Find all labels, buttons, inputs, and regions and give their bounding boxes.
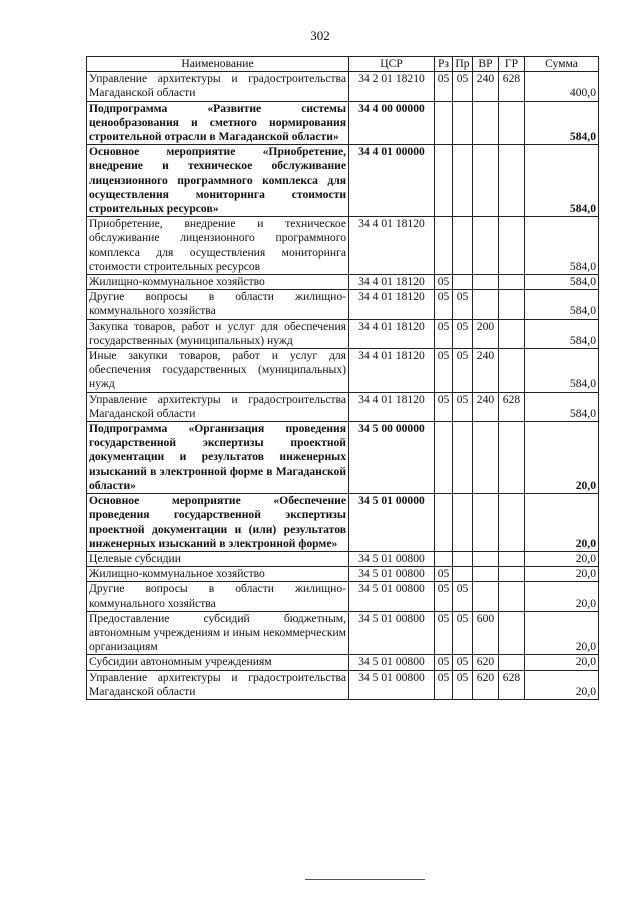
cell-vr: 200 [473, 319, 499, 348]
cell-sum: 20,0 [525, 670, 599, 699]
cell-rz [435, 101, 453, 145]
cell-vr: 600 [473, 611, 499, 655]
cell-vr [473, 101, 499, 145]
cell-sum: 584,0 [525, 392, 599, 421]
cell-sum: 20,0 [525, 611, 599, 655]
cell-pr [453, 494, 473, 552]
cell-sum: 584,0 [525, 145, 599, 217]
cell-csr: 34 5 00 00000 [349, 422, 435, 494]
cell-name: Другие вопросы в области жилищно-коммунального хозяйства [87, 582, 349, 611]
cell-vr [473, 290, 499, 319]
cell-name: Целевые субсидии [87, 551, 349, 566]
cell-pr: 05 [453, 611, 473, 655]
cell-csr: 34 4 01 18120 [349, 275, 435, 290]
cell-rz [435, 494, 453, 552]
cell-gr [499, 101, 525, 145]
cell-rz: 05 [435, 655, 453, 670]
table-row [87, 319, 599, 348]
cell-sum: 20,0 [525, 494, 599, 552]
cell-rz: 05 [435, 567, 453, 582]
cell-rz [435, 551, 453, 566]
cell-name: Предоставление субсидий бюджетным, автономным учреждениям и иным некоммерческим организациям [87, 611, 349, 655]
cell-csr: 34 5 01 00800 [349, 567, 435, 582]
cell-pr [453, 551, 473, 566]
table-row [87, 567, 599, 582]
cell-gr [499, 275, 525, 290]
cell-name: Закупка товаров, работ и услуг для обеспечения государственных (муниципальных) нужд [87, 319, 349, 348]
cell-rz [435, 217, 453, 275]
cell-csr: 34 5 01 00800 [349, 655, 435, 670]
cell-pr: 05 [453, 349, 473, 393]
table-row [87, 72, 599, 101]
header-csr: ЦСР [349, 57, 435, 72]
cell-name: Основное мероприятие «Приобретение, внедрение и техническое обслуживание лицензионного программного комплекса для осуществления мониторинга стоимости строительных ресурсов» [87, 145, 349, 217]
cell-name: Иные закупки товаров, работ и услуг для обеспечения государственных (муниципальных) нужд [87, 349, 349, 393]
cell-name: Жилищно-коммунальное хозяйство [87, 567, 349, 582]
cell-pr [453, 567, 473, 582]
cell-pr: 05 [453, 670, 473, 699]
cell-rz: 05 [435, 392, 453, 421]
cell-sum: 400,0 [525, 72, 599, 101]
cell-csr: 34 2 01 18210 [349, 72, 435, 101]
cell-name: Подпрограмма «Развитие системы ценообразования и сметного нормирования строительной отрасли в Магаданской области» [87, 101, 349, 145]
cell-gr [499, 611, 525, 655]
cell-gr: 628 [499, 72, 525, 101]
cell-gr [499, 319, 525, 348]
cell-sum: 20,0 [525, 582, 599, 611]
cell-vr: 240 [473, 392, 499, 421]
cell-sum: 20,0 [525, 551, 599, 566]
cell-csr: 34 5 01 00000 [349, 494, 435, 552]
cell-vr: 240 [473, 349, 499, 393]
header-pr: Пр [453, 57, 473, 72]
cell-pr [453, 275, 473, 290]
cell-sum: 584,0 [525, 217, 599, 275]
page-number: 302 [310, 28, 330, 43]
cell-sum: 584,0 [525, 275, 599, 290]
table-row [87, 290, 599, 319]
table-row [87, 275, 599, 290]
table-row [87, 611, 599, 655]
cell-sum: 584,0 [525, 101, 599, 145]
cell-csr: 34 5 01 00800 [349, 582, 435, 611]
cell-name: Субсидии автономным учреждениям [87, 655, 349, 670]
cell-pr: 05 [453, 655, 473, 670]
cell-gr [499, 217, 525, 275]
cell-rz: 05 [435, 319, 453, 348]
cell-gr [499, 494, 525, 552]
cell-gr: 628 [499, 392, 525, 421]
cell-gr [499, 551, 525, 566]
table-row [87, 551, 599, 566]
cell-name: Приобретение, внедрение и техническое обслуживание лицензионного программного комплекса для осуществления мониторинга стоимости строительных ресурсов [87, 217, 349, 275]
cell-vr [473, 494, 499, 552]
cell-csr: 34 5 01 00800 [349, 670, 435, 699]
header-vr: ВР [473, 57, 499, 72]
header-sum: Сумма [525, 57, 599, 72]
cell-name: Другие вопросы в области жилищно-коммунального хозяйства [87, 290, 349, 319]
cell-csr: 34 4 01 18120 [349, 349, 435, 393]
table-row [87, 494, 599, 552]
cell-csr: 34 4 01 00000 [349, 145, 435, 217]
table-row [87, 101, 599, 145]
header-name: Наименование [87, 57, 349, 72]
cell-csr: 34 4 01 18120 [349, 392, 435, 421]
cell-vr [473, 275, 499, 290]
cell-vr: 620 [473, 670, 499, 699]
cell-gr [499, 290, 525, 319]
cell-csr: 34 5 01 00800 [349, 551, 435, 566]
cell-rz: 05 [435, 275, 453, 290]
table-row [87, 655, 599, 670]
cell-pr: 05 [453, 290, 473, 319]
cell-name: Подпрограмма «Организация проведения государственной экспертизы проектной документации и результатов инженерных изысканий в электронной форме в Магаданской области» [87, 422, 349, 494]
cell-csr: 34 4 01 18120 [349, 217, 435, 275]
table-row [87, 217, 599, 275]
cell-gr [499, 567, 525, 582]
cell-rz [435, 422, 453, 494]
cell-rz: 05 [435, 290, 453, 319]
cell-name: Жилищно-коммунальное хозяйство [87, 275, 349, 290]
cell-rz [435, 145, 453, 217]
cell-vr [473, 217, 499, 275]
cell-sum: 20,0 [525, 567, 599, 582]
cell-gr [499, 655, 525, 670]
cell-csr: 34 5 01 00800 [349, 611, 435, 655]
cell-gr [499, 422, 525, 494]
cell-sum: 20,0 [525, 422, 599, 494]
table-row [87, 582, 599, 611]
cell-csr: 34 4 01 18120 [349, 290, 435, 319]
header-rz: Рз [435, 57, 453, 72]
cell-gr: 628 [499, 670, 525, 699]
table-body [87, 72, 599, 700]
cell-name: Основное мероприятие «Обеспечение проведения государственной экспертизы проектной документации и (или) результатов инженерных изысканий в электронной форме» [87, 494, 349, 552]
cell-rz: 05 [435, 72, 453, 101]
budget-table [86, 56, 599, 700]
cell-vr [473, 582, 499, 611]
table-row [87, 670, 599, 699]
bottom-rule [305, 879, 425, 880]
cell-rz: 05 [435, 582, 453, 611]
header-gr: ГР [499, 57, 525, 72]
cell-sum: 584,0 [525, 290, 599, 319]
table-row [87, 422, 599, 494]
cell-pr: 05 [453, 392, 473, 421]
cell-pr [453, 145, 473, 217]
cell-gr [499, 145, 525, 217]
cell-pr: 05 [453, 319, 473, 348]
cell-gr [499, 349, 525, 393]
table-row [87, 392, 599, 421]
table-row [87, 349, 599, 393]
cell-vr [473, 551, 499, 566]
cell-pr: 05 [453, 72, 473, 101]
cell-csr: 34 4 00 00000 [349, 101, 435, 145]
cell-vr [473, 422, 499, 494]
cell-rz: 05 [435, 670, 453, 699]
cell-vr: 620 [473, 655, 499, 670]
table-header-row [87, 57, 599, 72]
cell-pr [453, 217, 473, 275]
cell-name: Управление архитектуры и градостроительства Магаданской области [87, 392, 349, 421]
cell-name: Управление архитектуры и градостроительства Магаданской области [87, 72, 349, 101]
cell-vr: 240 [473, 72, 499, 101]
table-row [87, 145, 599, 217]
cell-sum: 584,0 [525, 319, 599, 348]
cell-rz: 05 [435, 611, 453, 655]
cell-vr [473, 145, 499, 217]
cell-pr [453, 101, 473, 145]
cell-sum: 584,0 [525, 349, 599, 393]
cell-csr: 34 4 01 18120 [349, 319, 435, 348]
cell-name: Управление архитектуры и градостроительства Магаданской области [87, 670, 349, 699]
cell-vr [473, 567, 499, 582]
cell-pr: 05 [453, 582, 473, 611]
cell-pr [453, 422, 473, 494]
cell-gr [499, 582, 525, 611]
cell-sum: 20,0 [525, 655, 599, 670]
cell-rz: 05 [435, 349, 453, 393]
